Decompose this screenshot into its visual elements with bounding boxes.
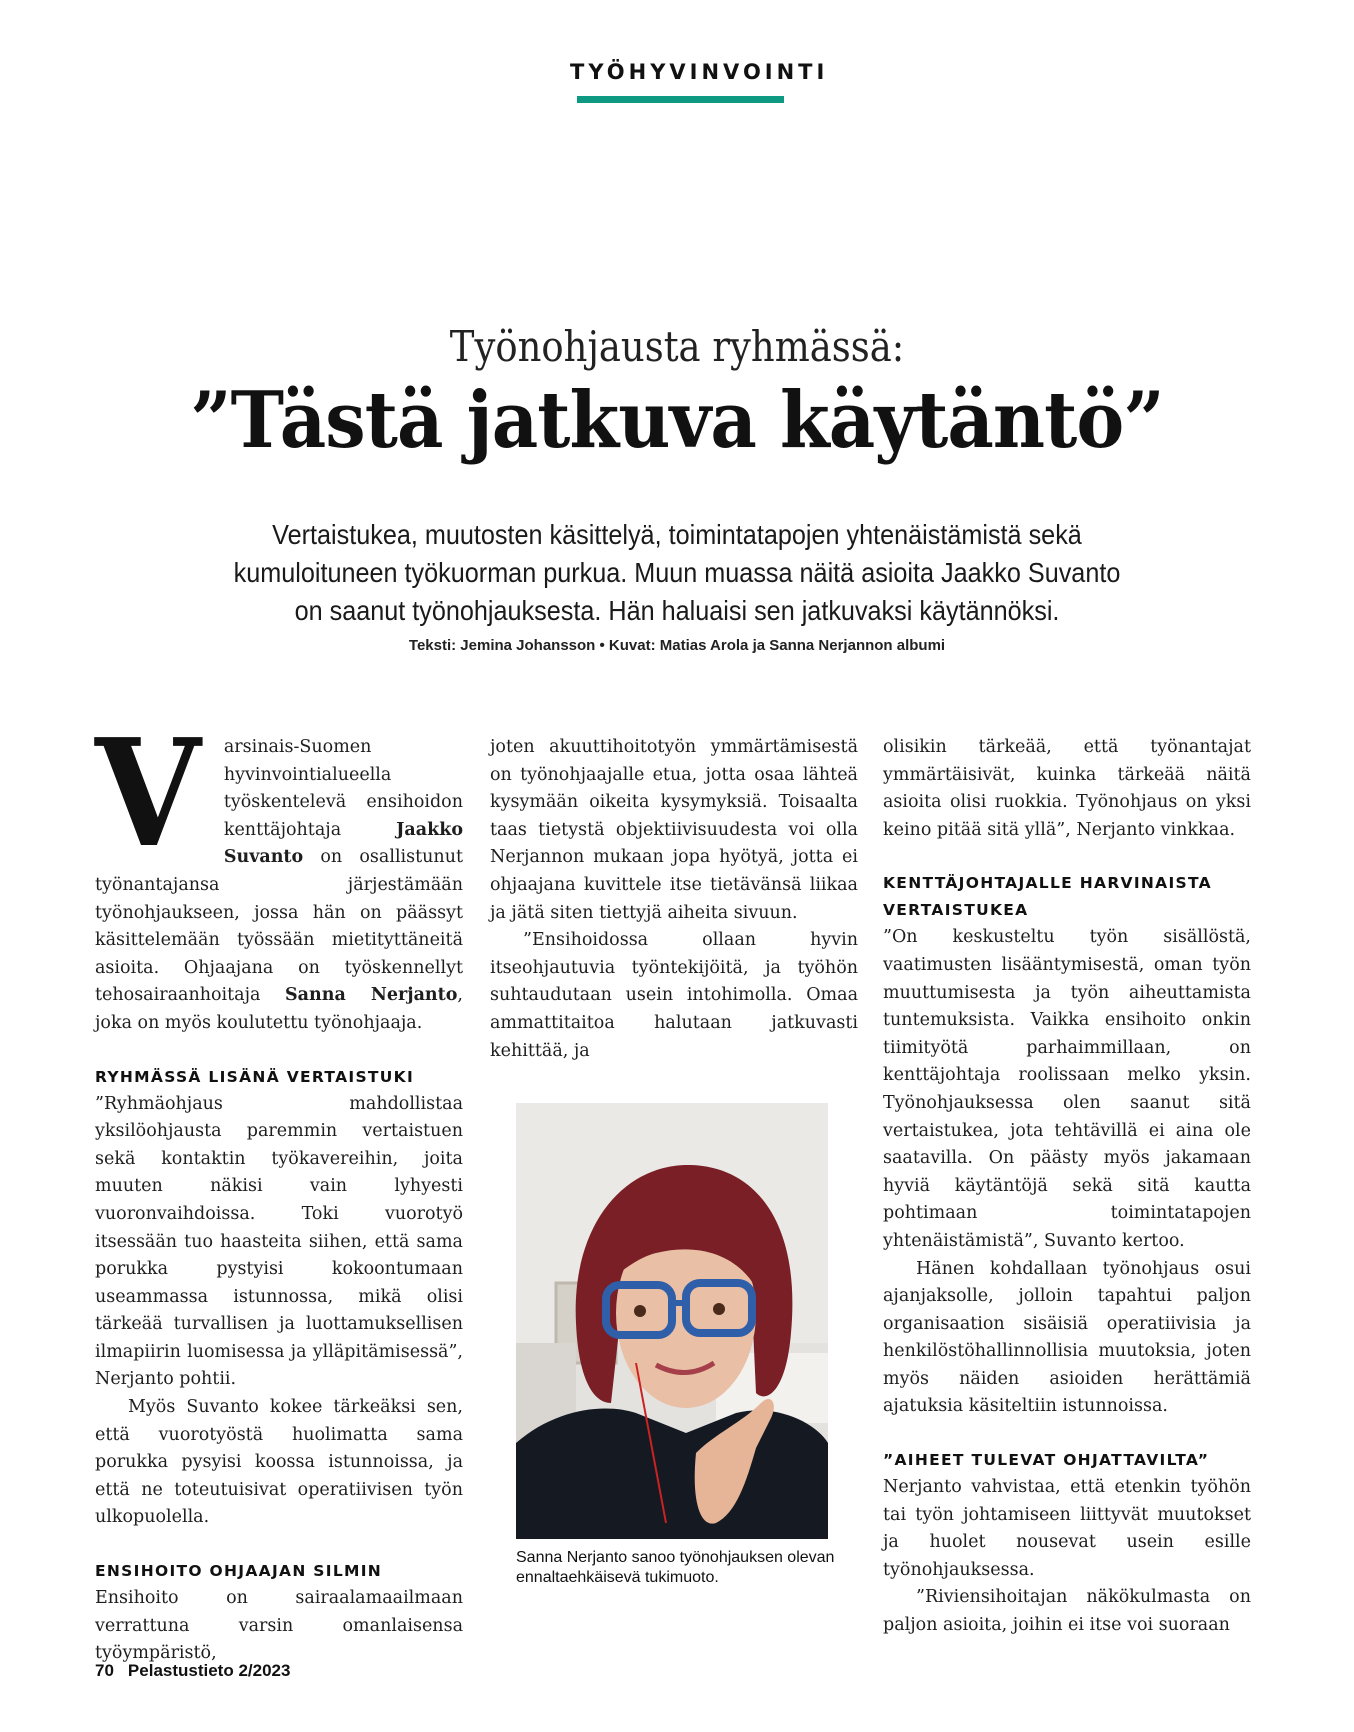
subheading: ”AIHEET TULEVAT OHJATTAVILTA”	[883, 1451, 1210, 1470]
paragraph: Myös Suvanto kokee tärkeäksi sen, että vuorotyöstä huolimatta sama porukka pysyisi koossa istunnoissa, ja että ne toteutuisivat operatiivisen työn ulkopuolella.	[95, 1397, 463, 1528]
article-column-2	[490, 734, 858, 1065]
subheading: KENTTÄJOHTAJALLE HARVINAISTA VERTAISTUKEA	[883, 874, 1212, 920]
page-number: 70	[95, 1661, 114, 1680]
article-headline: ”Tästä jatkuva käytäntö”	[190, 375, 1164, 466]
paragraph: joten akuuttihoitotyön ymmärtämisestä on työnohjaajalle etua, jotta osaa lähteä kysymään oikeita kysymyksiä. Toisaalta taas tietystä objektiivisuudesta voi olla Nerjannon mukaan jopa hyötyä, jotta ei ohjaajana kuvittele itse tietävänsä liikaa ja jätä siten tiettyjä aiheita sivuun.	[490, 737, 858, 923]
person-name: Sanna Nerjanto	[285, 985, 458, 1006]
paragraph: Nerjanto vahvistaa, että etenkin työhön tai työn johtamiseen liittyvät muutokset ja huolet nousevat usein esille työnohjauksessa.	[883, 1477, 1251, 1580]
paragraph: ”Ensihoidossa ollaan hyvin itseohjautuvia työntekijöitä, ja työhön suhtaudutaan usein intohimolla. Omaa ammattitaitoa halutaan jatkuvasti kehittää, ja	[490, 930, 858, 1061]
publication-name: Pelastustieto 2/2023	[127, 1661, 291, 1680]
section-underline	[577, 96, 784, 103]
drop-cap: V	[95, 706, 201, 880]
paragraph: Hänen kohdallaan työnohjaus osui ajanjaksolle, jolloin tapahtui paljon organisaation sisäisiä operatiivisia ja henkilöstöhallinnollisia muutoksia, joten myös näiden asioiden herättämiä ajatuksia käsiteltiin istunnoissa.	[883, 1258, 1251, 1417]
article-lead: Vertaistukea, muutosten käsittelyä, toimintatapojen yhtenäistämistä sekä kumuloituneen työkuorman purkua. Muun muassa näitä asioita Jaakko Suvanto on saanut työnohjauksesta. Hän haluaisi sen jatkuvaksi käytännöksi.	[233, 519, 1121, 626]
section-label: TYÖHYVINVOINTI	[570, 60, 829, 84]
page-footer	[95, 1661, 304, 1681]
article-column-1	[95, 706, 463, 1668]
subheading: RYHMÄSSÄ LISÄNÄ VERTAISTUKI	[95, 1067, 415, 1086]
paragraph: olisikin tärkeää, että työnantajat ymmärtäisivät, kuinka tärkeää näitä asioita olisi ruokkia. Työnohjaus on yksi keino pitää sitä yllä”, Nerjanto vinkkaa.	[883, 737, 1251, 840]
photo-caption: Sanna Nerjanto sanoo työnohjauksen olevan ennaltaehkäisevä tukimuoto.	[516, 1549, 835, 1586]
paragraph: Ensihoito on sairaalamaailmaan verrattuna varsin omanlaisensa työympäristö,	[95, 1588, 463, 1664]
subheading: ENSIHOITO OHJAAJAN SILMIN	[95, 1562, 383, 1581]
article-kicker: Työnohjausta ryhmässä:	[449, 322, 905, 371]
paragraph: ”On keskusteltu työn sisällöstä, vaatimusten lisääntymisestä, oman työn muuttumisesta ja työn aiheuttamista tuntemuksista. Vaikka ensihoito onkin tiimityötä parhaimmillaan, on kenttäjohtaja roolissaan melko yksin. Työnohjauksessa olen saanut sitä vertaistukea, jota tehtävillä ei aina ole saatavilla. On päästy myös jakamaan hyviä käytäntöjä sekä sitä kautta pohtimaan toimintatapojen yhtenäistämistä”, Suvanto kertoo.	[883, 927, 1251, 1251]
article-column-3	[883, 734, 1251, 1640]
paragraph: ”Riviensihoitajan näkökulmasta on paljon asioita, joihin ei itse voi suoraan	[883, 1587, 1251, 1636]
paragraph: ”Ryhmäohjaus mahdollistaa yksilöohjausta paremmin vertaistuen sekä kontaktin työkavereihin, joita muuten näkisi vain lyhyesti vuoronvaihdoissa. Toki vuorotyö itsessään tuo haasteita siihen, että sama porukka pystyisi kokoontumaan useammassa istunnossa, mikä olisi tärkeää turvallisen ja luottamuksellisen ilmapiirin luomisessa ja ylläpitämisessä”, Nerjanto pohtii.	[95, 1093, 463, 1390]
portrait-photo	[516, 1103, 828, 1539]
person-name: Jaakko Suvanto	[223, 819, 463, 868]
paragraph: arsinais-Suomen hyvinvointialueella työskentelevä ensihoidon kenttäjohtaja Jaakko Suvanto on osallistunut työnantajansa järjestämään työnohjaukseen, jossa hän on päässyt käsittelemään työssään mietityttäneitä asioita. Ohjaajana on työskennellyt tehosairaanhoitaja Sanna Nerjanto, joka on myös koulutettu työnohjaaja.	[95, 737, 463, 1033]
article-byline: Teksti: Jemina Johansson • Kuvat: Matias Arola ja Sanna Nerjannon albumi	[408, 637, 946, 654]
